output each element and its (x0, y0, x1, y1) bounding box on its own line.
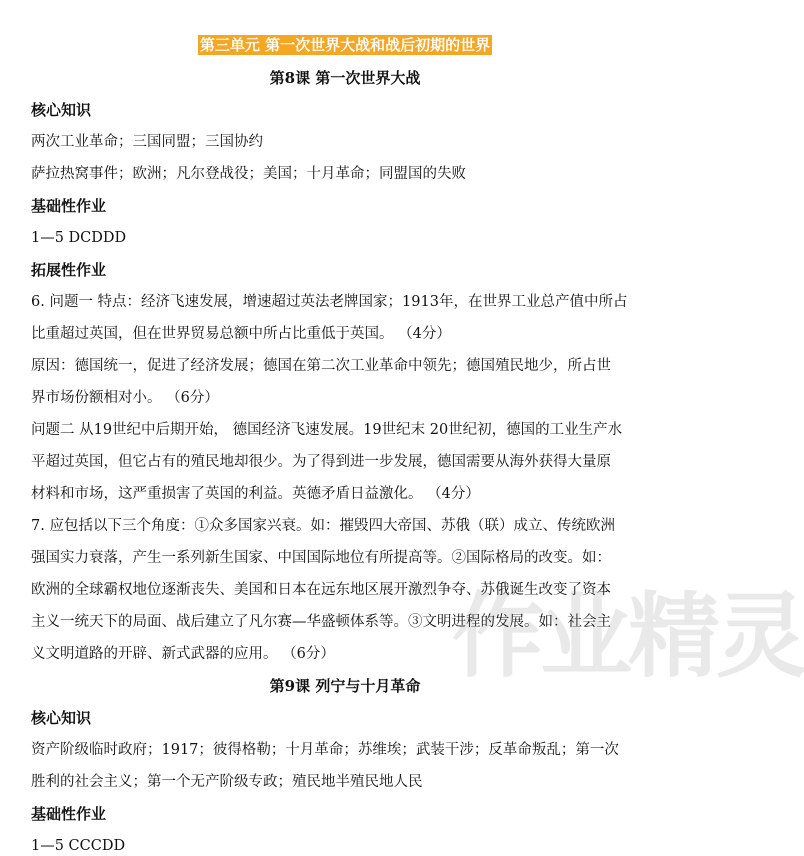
watermark-logo: 作业精灵 (452, 583, 804, 690)
lesson-8-answer-line: 问题二 从19世纪中后期开始， 德国经济飞速发展。19世纪末 20世纪初，德国的工业生产水 (31, 422, 623, 438)
lesson-8-extension-heading: 拓展性作业 (31, 261, 107, 279)
lesson-8-title: 第8课 第一次世界大战 (269, 69, 421, 87)
unit-title: 第三单元 第一次世界大战和战后初期的世界 (199, 36, 491, 54)
lesson-8-answer-line: 原因：德国统一，促进了经济发展；德国在第二次工业革命中领先；德国殖民地少，所占世 (31, 358, 611, 374)
lesson-8-answer-line: 7. 应包括以下三个角度：①众多国家兴衰。如：摧毁四大帝国、苏俄（联）成立、传统欧洲 (31, 518, 615, 534)
lesson-8-answer-line: 强国实力衰落，产生一系列新生国家、中国国际地位有所提高等。②国际格局的改变。如： (31, 550, 611, 566)
lesson-9-core-line-2: 胜利的社会主义；第一个无产阶级专政；殖民地半殖民地人民 (31, 774, 423, 790)
lesson-8-answer-line: 比重超过英国，但在世界贸易总额中所占比重低于英国。 （4分） (31, 326, 451, 342)
lesson-8-basic-heading: 基础性作业 (31, 197, 107, 215)
lesson-8-answer-line: 义文明道路的开辟、新式武器的应用。 （6分） (31, 646, 335, 662)
lesson-8-core-line-1: 两次工业革命；三国同盟；三国协约 (31, 134, 263, 150)
lesson-8-core-line-2: 萨拉热窝事件；欧洲；凡尔登战役；美国；十月革命；同盟国的失败 (31, 166, 466, 182)
lesson-9-basic-answers: 1—5 CCCDD (31, 838, 126, 854)
lesson-8-answer-line: 材料和市场，这严重损害了英国的利益。英德矛盾日益激化。 （4分） (31, 486, 480, 502)
unit-title-wrap (0, 35, 690, 55)
lesson-8-answer-line: 平超过英国，但它占有的殖民地却很少。为了得到进一步发展，德国需要从海外获得大量原 (31, 454, 611, 470)
lesson-9-basic-heading: 基础性作业 (31, 805, 107, 823)
lesson-9-core-line-1: 资产阶级临时政府；1917；彼得格勒；十月革命；苏维埃；武装干涉；反革命叛乱；第一次 (31, 742, 619, 758)
lesson-9-title: 第9课 列宁与十月革命 (269, 677, 421, 695)
lesson-8-answer-line: 界市场份额相对小。 （6分） (31, 390, 219, 406)
lesson-9-core-heading: 核心知识 (31, 709, 92, 727)
lesson-8-basic-answers: 1—5 DCDDD (31, 230, 127, 246)
lesson-8-core-heading: 核心知识 (31, 101, 92, 119)
lesson-8-answer-line: 欧洲的全球霸权地位逐渐丧失、美国和日本在远东地区展开激烈争夺、苏俄诞生改变了资本 (31, 582, 611, 598)
lesson-8-answer-line: 主义一统天下的局面、战后建立了凡尔赛—华盛顿体系等。③文明进程的发展。如：社会主 (31, 614, 611, 630)
lesson-8-answer-line: 6. 问题一 特点：经济飞速发展，增速超过英法老牌国家；1913年，在世界工业总产值中所占 (31, 294, 628, 310)
